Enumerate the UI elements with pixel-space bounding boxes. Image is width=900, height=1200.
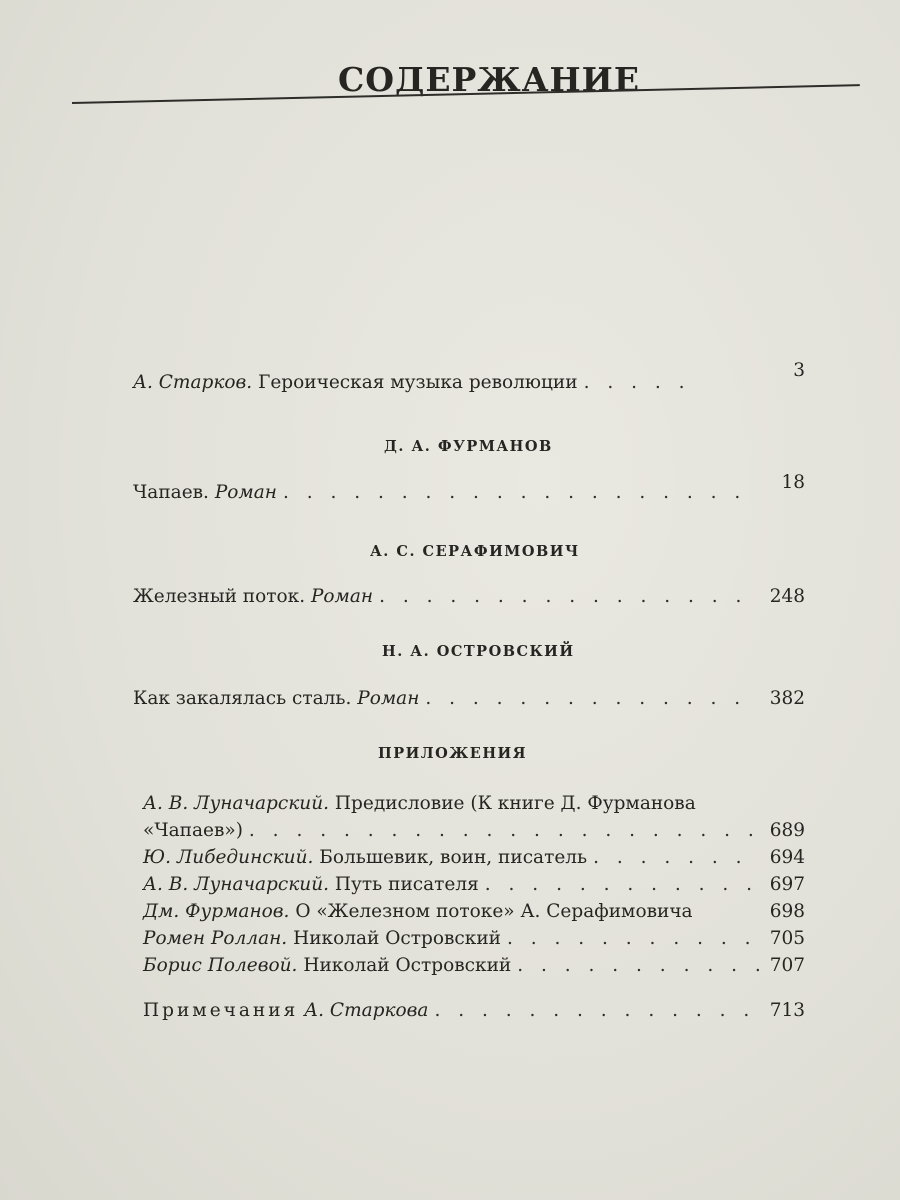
dot-leader xyxy=(507,928,759,949)
entry-author: Ромен Роллан. xyxy=(143,928,288,949)
entry-work: Чапаев. xyxy=(133,482,209,503)
toc-entry-notes xyxy=(143,1000,805,1021)
entry-author: А. В. Луначарский. xyxy=(143,793,330,814)
entry-work: Николай Островский xyxy=(293,928,501,949)
entry-work: Как закалялась сталь. xyxy=(133,688,352,709)
page-number: 705 xyxy=(769,928,805,949)
toc-entry-lunacharsky-preface xyxy=(143,820,805,841)
page-number: 248 xyxy=(769,586,805,607)
entry-work-continued: «Чапаев») xyxy=(143,820,243,841)
page-number: 689 xyxy=(769,820,805,841)
entry-work: Большевик, воин, писатель xyxy=(319,847,588,868)
dot-leader xyxy=(485,874,759,895)
entry-author: А. Старкова xyxy=(304,1000,429,1021)
page-number: 694 xyxy=(769,847,805,868)
dot-leader xyxy=(379,586,759,607)
dot-leader xyxy=(249,820,759,841)
toc-entry-label xyxy=(133,688,419,709)
toc-entry-label xyxy=(133,372,578,393)
entry-work: О «Железном потоке» А. Серафимовича xyxy=(295,901,693,922)
entry-author: Ю. Либединский. xyxy=(143,847,314,868)
dot-leader xyxy=(434,1000,759,1021)
page-number: 713 xyxy=(769,1000,805,1021)
page-number: 697 xyxy=(769,874,805,895)
toc-entry-lunacharsky-path xyxy=(143,874,805,895)
page-number: 698 xyxy=(769,901,805,922)
page-number: 707 xyxy=(769,955,805,976)
dot-leader xyxy=(584,372,694,393)
toc-entry-label xyxy=(133,482,277,503)
dot-leader xyxy=(425,688,759,709)
dot-leader xyxy=(517,955,759,976)
entry-work: Героическая музыка революции xyxy=(258,372,578,393)
toc-entry-rolland xyxy=(143,928,805,949)
entry-author: А. В. Луначарский. xyxy=(143,874,330,895)
section-heading-serafimovich: А. С. СЕРАФИМОВИЧ xyxy=(370,543,580,560)
entry-author: А. Старков. xyxy=(133,372,253,393)
entry-work: Предисловие (К книге Д. Фурманова xyxy=(334,793,696,814)
entry-work: Николай Островский xyxy=(303,955,512,976)
toc-entry-label xyxy=(143,874,479,895)
dot-leader xyxy=(593,847,759,868)
toc-entry-furmanov-iron-flood xyxy=(143,901,805,922)
toc-entry-polevoy xyxy=(143,955,805,976)
toc-entry-label xyxy=(143,847,587,868)
page-title: СОДЕРЖАНИЕ xyxy=(338,60,641,99)
section-heading-ostrovsky: Н. А. ОСТРОВСКИЙ xyxy=(382,643,575,660)
entry-work: Железный поток. xyxy=(133,586,306,607)
toc-entry-lunacharsky-preface-line1 xyxy=(143,793,696,814)
section-heading-furmanov: Д. А. ФУРМАНОВ xyxy=(384,438,553,455)
toc-entry-label xyxy=(143,901,693,922)
page-number: 18 xyxy=(781,472,805,493)
page-number: 382 xyxy=(769,688,805,709)
toc-entry-iron-flood xyxy=(133,586,805,607)
entry-author: Дм. Фурманов. xyxy=(143,901,290,922)
toc-entry-label xyxy=(133,586,373,607)
dot-leader xyxy=(283,482,759,503)
toc-entry-label xyxy=(143,955,511,976)
entry-work: Путь писателя xyxy=(334,874,479,895)
toc-entry-label xyxy=(143,928,501,949)
entry-work: Примечания xyxy=(143,1000,299,1021)
entry-author: Борис Полевой. xyxy=(143,955,298,976)
toc-entry-steel xyxy=(133,688,805,709)
toc-entry-chapaev xyxy=(133,472,805,503)
entry-genre: Роман xyxy=(357,688,420,709)
entry-genre: Роман xyxy=(310,586,374,607)
toc-entry-label xyxy=(143,1000,428,1021)
toc-entry-intro xyxy=(133,360,805,393)
page-number: 3 xyxy=(793,360,805,381)
section-heading-appendix: ПРИЛОЖЕНИЯ xyxy=(378,745,528,762)
toc-entry-libedinsky xyxy=(143,847,805,868)
entry-genre: Роман xyxy=(214,482,277,503)
